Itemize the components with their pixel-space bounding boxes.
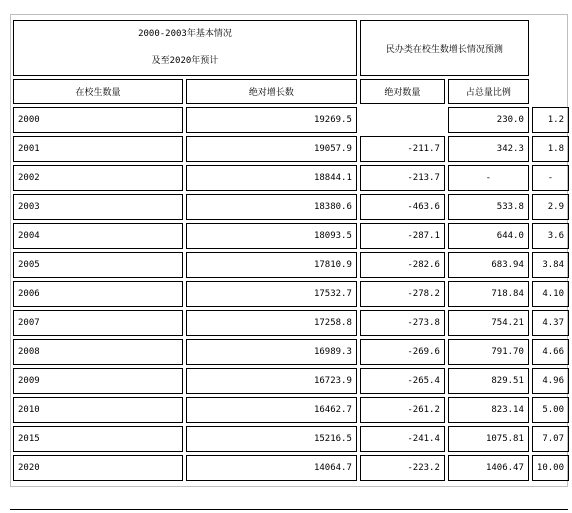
amount-cell: 1406.47 — [448, 455, 529, 481]
year-cell: 2002 — [13, 165, 183, 191]
column-header-enrolled: 在校生数量 — [13, 79, 183, 104]
table-row — [13, 194, 569, 220]
year-cell: 2003 — [13, 194, 183, 220]
header-left-line1: 2000-2003年基本情况 — [138, 29, 232, 39]
enrollment-table — [10, 17, 572, 484]
year-cell: 2020 — [13, 455, 183, 481]
ratio-cell: 4.37 — [532, 310, 569, 336]
table-row — [13, 136, 569, 162]
year-cell: 2007 — [13, 310, 183, 336]
ratio-cell: 4.10 — [532, 281, 569, 307]
amount-cell: 829.51 — [448, 368, 529, 394]
ratio-cell: 10.00 — [532, 455, 569, 481]
growth-cell: -223.2 — [360, 455, 445, 481]
column-header-amount: 绝对数量 — [360, 79, 445, 104]
year-cell: 2015 — [13, 426, 183, 452]
enrolled-cell: 17258.8 — [186, 310, 357, 336]
bottom-rule — [10, 509, 568, 510]
header-left-cell — [13, 20, 357, 76]
ratio-cell: 3.84 — [532, 252, 569, 278]
header-right-cell: 民办类在校生数增长情况预测 — [360, 20, 529, 76]
enrolled-cell: 18093.5 — [186, 223, 357, 249]
growth-cell: -265.4 — [360, 368, 445, 394]
table-row — [13, 281, 569, 307]
ratio-cell: 5.00 — [532, 397, 569, 423]
column-header-ratio: 占总量比例 — [448, 79, 529, 104]
year-cell: 2005 — [13, 252, 183, 278]
enrolled-cell: 16462.7 — [186, 397, 357, 423]
header-left-line2: 及至2020年预计 — [151, 56, 219, 66]
year-cell: 2000 — [13, 107, 183, 133]
ratio-cell: 3.6 — [532, 223, 569, 249]
growth-cell: -241.4 — [360, 426, 445, 452]
enrolled-cell: 16989.3 — [186, 339, 357, 365]
ratio-cell: 1.2 — [532, 107, 569, 133]
growth-cell: -213.7 — [360, 165, 445, 191]
year-cell: 2008 — [13, 339, 183, 365]
table-row — [13, 397, 569, 423]
table-row — [13, 165, 569, 191]
amount-cell: 791.70 — [448, 339, 529, 365]
enrolled-cell: 19269.5 — [186, 107, 357, 133]
growth-cell: -287.1 — [360, 223, 445, 249]
enrolled-cell: 17810.9 — [186, 252, 357, 278]
column-header-row — [13, 79, 569, 104]
growth-cell — [360, 107, 445, 133]
column-header-growth: 绝对增长数 — [186, 79, 357, 104]
amount-cell: 342.3 — [448, 136, 529, 162]
amount-cell: 230.0 — [448, 107, 529, 133]
table-row — [13, 426, 569, 452]
table-row — [13, 107, 569, 133]
table-row — [13, 455, 569, 481]
ratio-cell: 7.07 — [532, 426, 569, 452]
amount-cell: 1075.81 — [448, 426, 529, 452]
enrolled-cell: 19057.9 — [186, 136, 357, 162]
table-row — [13, 368, 569, 394]
growth-cell: -211.7 — [360, 136, 445, 162]
year-cell: 2010 — [13, 397, 183, 423]
header-empty-cell — [532, 20, 569, 76]
amount-cell: 718.84 — [448, 281, 529, 307]
growth-cell: -269.6 — [360, 339, 445, 365]
amount-cell: 533.8 — [448, 194, 529, 220]
table-row — [13, 223, 569, 249]
enrolled-cell: 17532.7 — [186, 281, 357, 307]
ratio-cell: 1.8 — [532, 136, 569, 162]
enrolled-cell: 18844.1 — [186, 165, 357, 191]
growth-cell: -273.8 — [360, 310, 445, 336]
enrolled-cell: 15216.5 — [186, 426, 357, 452]
enrolled-cell: 18380.6 — [186, 194, 357, 220]
growth-cell: -278.2 — [360, 281, 445, 307]
ratio-cell: 4.66 — [532, 339, 569, 365]
amount-cell: 644.0 — [448, 223, 529, 249]
ratio-cell: 4.96 — [532, 368, 569, 394]
growth-cell: -261.2 — [360, 397, 445, 423]
enrolled-cell: 14064.7 — [186, 455, 357, 481]
amount-cell: 683.94 — [448, 252, 529, 278]
growth-cell: -282.6 — [360, 252, 445, 278]
enrolled-cell: 16723.9 — [186, 368, 357, 394]
growth-cell: -463.6 — [360, 194, 445, 220]
table-row — [13, 339, 569, 365]
amount-cell: 754.21 — [448, 310, 529, 336]
ratio-cell: 2.9 — [532, 194, 569, 220]
ratio-cell: - — [532, 165, 569, 191]
amount-cell: 823.14 — [448, 397, 529, 423]
table-row — [13, 252, 569, 278]
table-row — [13, 310, 569, 336]
year-cell: 2006 — [13, 281, 183, 307]
year-cell: 2001 — [13, 136, 183, 162]
year-cell: 2009 — [13, 368, 183, 394]
year-cell: 2004 — [13, 223, 183, 249]
table-header-row — [13, 20, 569, 76]
amount-cell: - — [448, 165, 529, 191]
